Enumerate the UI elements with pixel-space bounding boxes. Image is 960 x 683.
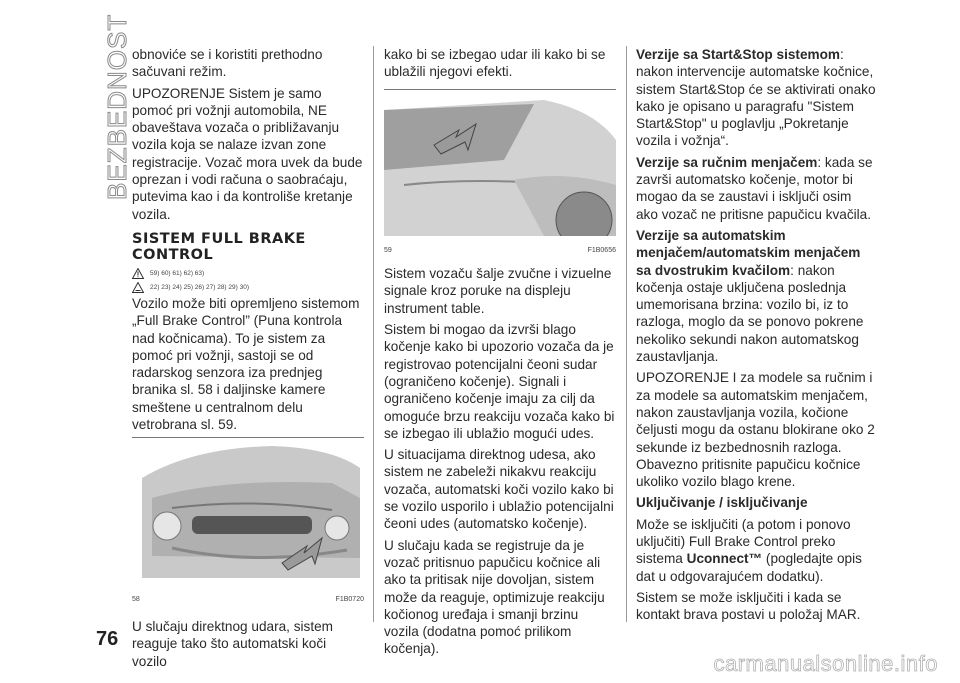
paragraph — [636, 516, 876, 585]
figure-code: F1B0720 — [335, 595, 364, 603]
subsection-text: : nakon kočenja ostaje uključena poslednja umemorisana brzina: vozilo bi, iz to razloga, moglo da se ponovo pokrene nekoliko sekundi nakon automatskog zaustavljanja. — [636, 262, 864, 365]
paragraph: Vozilo može biti opremljeno sistemom „Full Brake Control” (Puna kontrola nad kočnicama). To je sistem za pomoć pri vožnji, sastoji se od radarskog senzora iza prednjeg branika sl. 58 i daljinske kamere smeštene u centralnom delu vetrobrana sl. 59. — [132, 295, 360, 433]
column-1 — [132, 46, 364, 674]
note-refs — [132, 281, 364, 295]
figure-58 — [132, 437, 364, 608]
column-2 — [384, 46, 616, 662]
note-icon — [132, 282, 144, 293]
paragraph: U slučaju direktnog udara, sistem reaguje tako što automatski koči vozilo — [132, 618, 333, 669]
section-tab-label: BEZBEDNOST — [102, 13, 132, 200]
section-tab — [78, 13, 132, 200]
paragraph — [636, 154, 876, 223]
subsection-title: Verzije sa Start&Stop sistemom — [636, 47, 840, 62]
warning-triangle-icon — [132, 268, 144, 279]
figure-caption — [132, 591, 364, 608]
text-run: (pogledajte opis dat u odgovarajućem dodatku). — [636, 551, 862, 584]
paragraph: kako bi se izbegao udar ili kako bi se ublažili njegovi efekti. — [384, 47, 606, 80]
paragraph: UPOZORENJE I za modele sa ručnim i za modele sa automatskim menjačem, nakon zaustavljanja vozila, kočione čeljusti mogu da ostanu blokirane oko 2 sekunde iz bezbednosnih razloga. Obavezno pritisnite papučicu kočnice ukoliko vozilo blago krene. — [636, 370, 875, 490]
subsection-heading: Uključivanje / isključivanje — [636, 495, 808, 511]
figure-number: 59 — [384, 246, 392, 254]
paragraph: obnoviće se i koristiti prethodno sačuvani režim. — [132, 47, 323, 80]
column-3 — [636, 46, 876, 628]
uconnect-term: Uconnect™ — [686, 551, 763, 567]
paragraph — [636, 227, 876, 365]
figure-number: 58 — [132, 595, 140, 603]
column-divider — [373, 46, 374, 622]
figure-code: F1B0656 — [587, 246, 616, 254]
warning-refs-list: 59) 60) 61) 62) 63) — [150, 270, 205, 278]
paragraph: Sistem bi mogao da izvrši blago kočenje kako bi upozorio vozača da je registrovao potencijalni čeoni sudar (ograničeno kočenje). Signali i ograničeno kočenje imaju za cilj da omoguće brzu reakciju vozača kako bi se izbegao ili ublažio mogući udes. — [384, 322, 615, 441]
page-number: 76 — [96, 628, 119, 650]
watermark: carmanualsonline.info — [713, 651, 938, 676]
paragraph: U slučaju kada se registruje da je vozač pritisnuo papučicu kočnice ali ako ta pritisak nije dovoljan, sistem može da reaguje, optimizuje reakciju kočionog uređaja i smanji brzinu vozila (dodatna pomoć prilikom kočenja). — [384, 537, 605, 657]
subsection-title: Verzije sa ručnim menjačem — [636, 154, 818, 170]
text-run: Može se isključiti (a potom i ponovo uključiti) Full Brake Control preko sistema — [636, 516, 851, 567]
section-heading: SISTEM FULL BRAKE CONTROL — [132, 230, 306, 263]
car-front-bumper-image — [132, 438, 364, 584]
car-windshield-image — [384, 90, 616, 236]
subsection-title: Verzije sa automatskim menjačem/automatskim menjačem sa dvostrukim kvačilom — [636, 227, 861, 278]
paragraph: U situacijama direktnog udesa, ako sistem ne zabeleži nikakvu reakciju vozača, automatski koči vozilo kako bi se vozilo usporilo i ublažio potencijalni čeoni udes (automatsko kočenje). — [384, 447, 614, 532]
paragraph: Sistem vozaču šalje zvučne i vizuelne signale kroz poruke na displeju instrument table. — [384, 266, 612, 316]
subsection-text: : kada se završi automatsko kočenje, motor bi mogao da se zaustavi i isključi osim ako vozač ne pritisne papučicu kvačila. — [636, 154, 873, 222]
paragraph: UPOZORENJE Sistem je samo pomoć pri vožnji automobila, NE obaveštava vozača o približavanju vozila koja se nalaze izvan zone registracije. Vozač mora uvek da bude oprezan i vodi računa o saobraćaju, putevima kao i da kontroliše kretanje vozila. — [132, 85, 363, 222]
figure-59 — [384, 89, 616, 260]
figure-caption — [384, 242, 616, 259]
column-divider — [626, 46, 627, 622]
note-refs-list: 22) 23) 24) 25) 26) 27) 28) 29) 30) — [150, 284, 249, 292]
subsection-text: : nakon intervencije automatske kočnice, sistem Start&Stop će se aktivirati onako kako je opisano u paragrafu "Sistem Start&Stop" u poglavlju „Pokretanje vozila i vožnja“. — [636, 47, 876, 149]
paragraph — [636, 46, 876, 150]
paragraph: Sistem se može isključiti i kada se kontakt brava postavi u položaj MAR. — [636, 589, 861, 623]
